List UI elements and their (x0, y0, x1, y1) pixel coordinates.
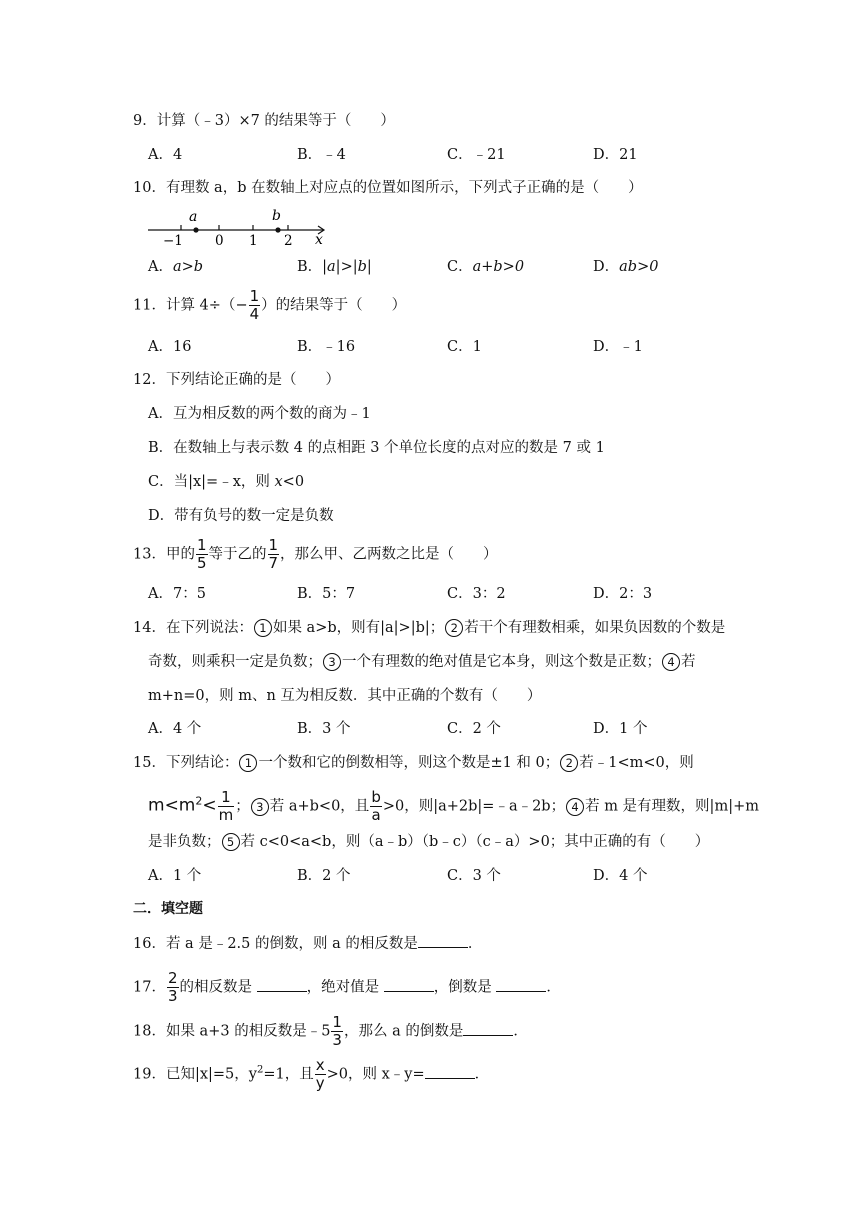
q14-option-c[interactable]: C．2 个 (447, 721, 501, 737)
q10-option-d[interactable]: D．ab>0 (593, 259, 659, 275)
q15-option-d[interactable]: D．4 个 (593, 868, 648, 884)
question-14-line-1: 14．在下列说法： 1 如果 a>b，则有|a|>|b|； 2 若干个有理数相乘，如果负因数的个数是 (133, 620, 726, 636)
question-9-stem: 9．计算（﹣3）×7 的结果等于（ ） (133, 113, 395, 129)
tick-label-2: 2 (284, 233, 293, 249)
q11-option-a[interactable]: A．16 (148, 339, 192, 355)
q13-option-c[interactable]: C．3：2 (447, 586, 506, 602)
label-x: x (315, 232, 323, 248)
question-13-stem: 13．甲的 $\frac{1}{5}$ 等于乙的 $\frac{1}{7}$ ，那么甲、乙两数之比是（ ） (133, 536, 498, 572)
q14-option-a[interactable]: A．4 个 (148, 721, 202, 737)
answer-blank[interactable] (384, 977, 434, 992)
answer-blank[interactable] (425, 1064, 475, 1079)
q14-option-b[interactable]: B．3 个 (297, 721, 351, 737)
question-12-stem: 12．下列结论正确的是（ ） (133, 372, 340, 388)
question-14-line-2: 奇数，则乘积一定是负数； 3 一个有理数的绝对值是它本身，则这个数是正数； 4 若 (148, 654, 696, 670)
question-10-stem: 10．有理数 a，b 在数轴上对应点的位置如图所示，下列式子正确的是（ ） (133, 180, 643, 196)
q11-option-c[interactable]: C．1 (447, 339, 482, 355)
tick-label-1: 1 (249, 233, 258, 249)
q13-option-d[interactable]: D．2：3 (593, 586, 653, 602)
question-15-line-1: 15．下列结论： 1 一个数和它的倒数相等，则这个数是±1 和 0； 2 若﹣1<m<0，则 (133, 755, 694, 771)
q9-option-d[interactable]: D．21 (593, 147, 638, 163)
q15-option-b[interactable]: B．2 个 (297, 868, 351, 884)
q11-option-b[interactable]: B．﹣16 (297, 339, 356, 355)
q13-option-b[interactable]: B．5：7 (297, 586, 356, 602)
q15-option-a[interactable]: A．1 个 (148, 868, 202, 884)
fraction-1-4: $\frac{1}{4}$ (249, 287, 260, 323)
label-b: b (272, 208, 281, 224)
answer-blank[interactable] (418, 933, 468, 948)
q9-option-c[interactable]: C．﹣21 (447, 147, 506, 163)
q12-option-a[interactable]: A．互为相反数的两个数的商为﹣1 (148, 406, 371, 422)
answer-blank[interactable] (463, 1021, 513, 1036)
tick-label-neg1: −1 (163, 233, 183, 249)
question-19: 19．已知|x|=5，$y^2=1$，且 $\frac{x}{y}$ >0，则 x﹣y= ． (133, 1056, 490, 1092)
label-a: a (189, 209, 198, 225)
answer-blank[interactable] (257, 977, 307, 992)
question-11-stem: 11．计算 4÷（− $\frac{1}{4}$ ）的结果等于（ ） (133, 287, 407, 323)
tick-label-0: 0 (215, 233, 224, 249)
q12-option-c[interactable]: C．当|x|=﹣x，则 x<0 (148, 474, 305, 490)
question-15-line-2: $m<m^2<$ $\frac{1}{m}$ ； 3 若 a+b<0，且 $\frac{b}{a}$ >0，则|a+2b|=﹣a﹣2b； 4 若 m 是有理数，则|m|+m (148, 788, 759, 824)
q10-option-b[interactable]: B．|a|>|b| (297, 259, 372, 275)
point-a (193, 227, 198, 232)
q10-option-c[interactable]: C．a+b>0 (447, 259, 525, 275)
answer-blank[interactable] (496, 977, 546, 992)
question-18: 18．如果 a+3 的相反数是﹣5 $\frac{1}{3}$ ，那么 a 的倒数是 ． (133, 1013, 528, 1049)
q13-option-a[interactable]: A．7：5 (148, 586, 206, 602)
number-line-figure (148, 203, 338, 249)
question-17: 17． $\frac{2}{3}$ 的相反数是 ，绝对值是 ，倒数是 ． (133, 969, 561, 1005)
question-15-line-3: 是非负数； 5 若 c<0<a<b，则（a﹣b）（b﹣c）（c﹣a）>0；其中正确的有（ ） (148, 834, 710, 850)
q9-option-b[interactable]: B．﹣4 (297, 147, 346, 163)
q9-option-a[interactable]: A．4 (148, 147, 183, 163)
section-2-heading: 二．填空题 (133, 901, 203, 917)
q10-option-a[interactable]: A．a>b (148, 259, 204, 275)
point-b (275, 227, 280, 232)
q12-option-d[interactable]: D．带有负号的数一定是负数 (148, 508, 334, 524)
question-16: 16．若 a 是﹣2.5 的倒数，则 a 的相反数是 ． (133, 933, 482, 954)
q15-option-c[interactable]: C．3 个 (447, 868, 501, 884)
q14-option-d[interactable]: D．1 个 (593, 721, 648, 737)
question-14-line-3: m+n=0，则 m、n 互为相反数．其中正确的个数有（ ） (148, 688, 542, 704)
q12-option-b[interactable]: B．在数轴上与表示数 4 的点相距 3 个单位长度的点对应的数是 7 或 1 (148, 440, 605, 456)
q11-option-d[interactable]: D．﹣1 (593, 339, 643, 355)
